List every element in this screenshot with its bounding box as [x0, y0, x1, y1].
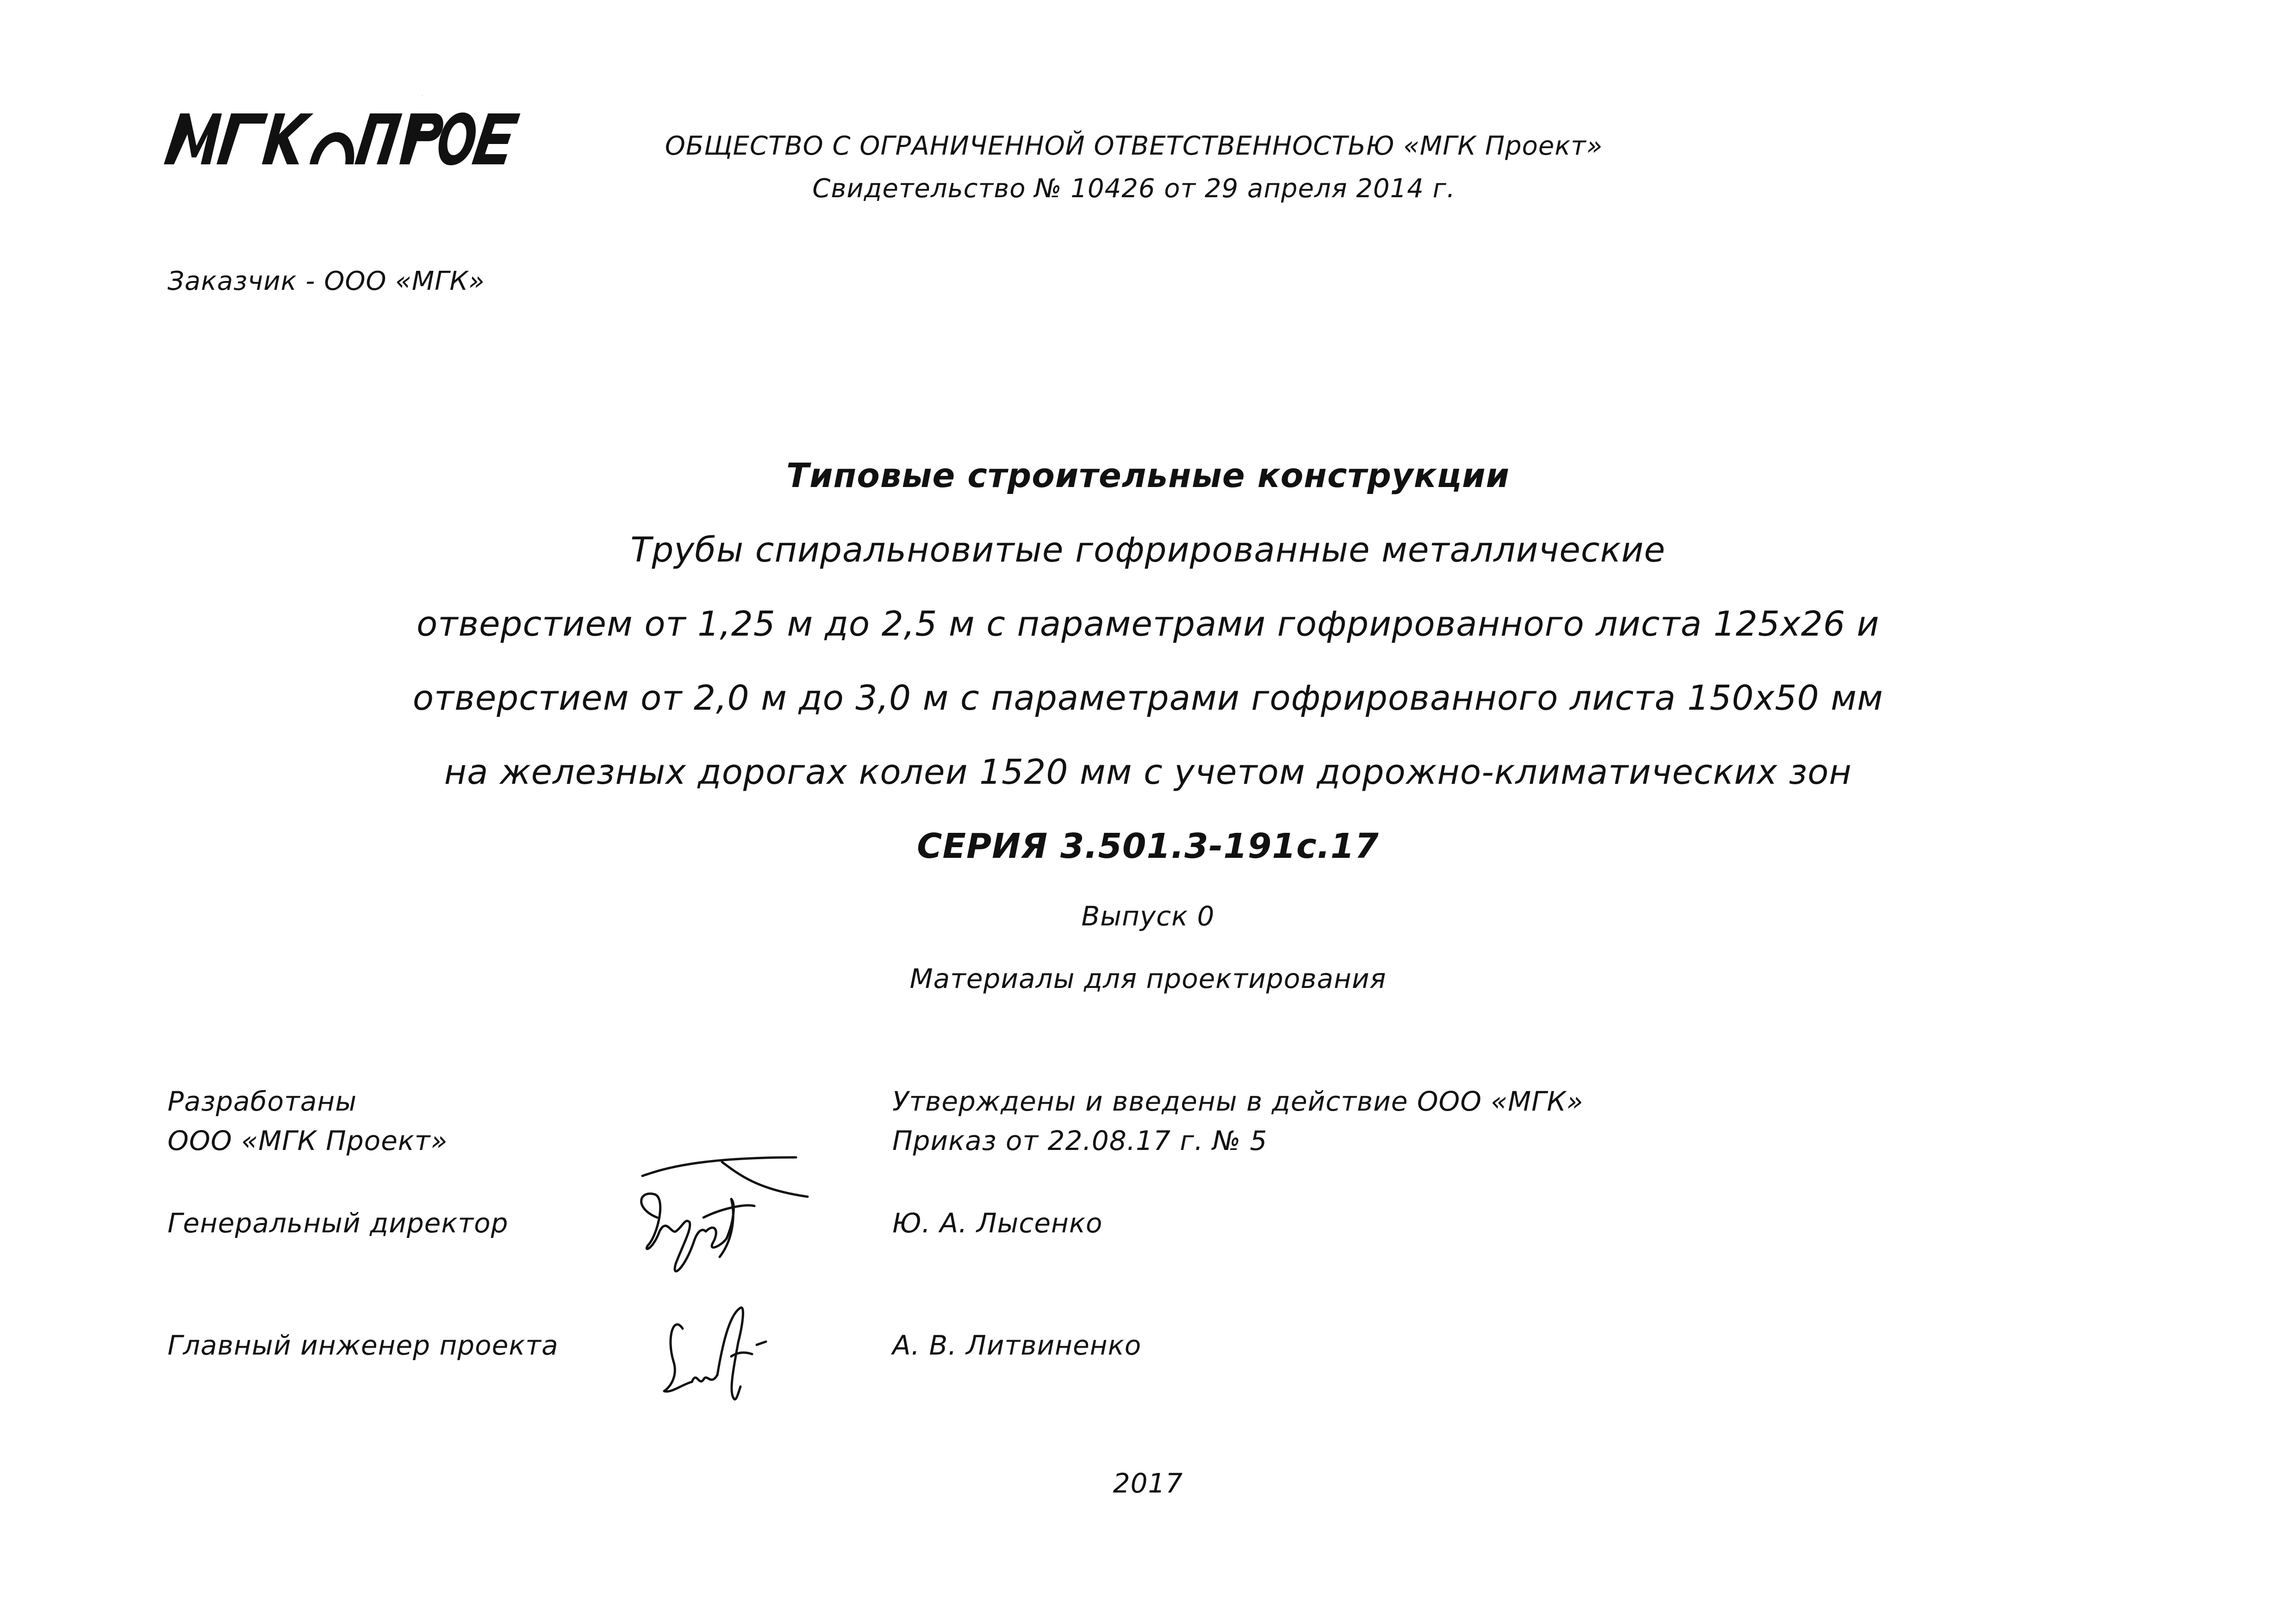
chief-engineer-title: Главный инженер проекта: [168, 1330, 559, 1361]
title-line-2: отверстием от 1,25 м до 2,5 м с параметрами гофрированного листа 125х26 и: [416, 604, 1880, 644]
document-title: Типовые строительные конструкции: [786, 456, 1510, 495]
title-line-4: на железных дорогах колеи 1520 мм с учетом дорожно-климатических зон: [444, 752, 1852, 792]
general-director-title: Генеральный директор: [168, 1207, 509, 1239]
approval-statement: Утверждены и введены в действие ООО «МГК»: [892, 1086, 1584, 1117]
customer-line: Заказчик - ООО «МГК»: [168, 266, 485, 296]
certificate-line: Свидетельство № 10426 от 29 апреля 2014 г.: [812, 174, 1456, 204]
organization-header: [625, 125, 1643, 210]
chief-engineer-name: А. В. Литвиненко: [892, 1330, 1142, 1361]
chief-engineer-signature: [648, 1287, 787, 1412]
developed-label: Разработаны: [168, 1086, 357, 1117]
issue-number: Выпуск 0: [1081, 900, 1215, 932]
document-year: 2017: [1113, 1468, 1183, 1499]
series-number: СЕРИЯ 3.501.3-191с.17: [917, 826, 1379, 866]
order-reference: Приказ от 22.08.17 г. № 5: [892, 1125, 1268, 1156]
materials-subtitle: Материалы для проектирования: [909, 963, 1387, 994]
general-director-signature: [602, 1153, 819, 1287]
general-director-name: Ю. А. Лысенко: [892, 1207, 1103, 1239]
company-logo: [160, 95, 539, 174]
developer-name: ООО «МГК Проект»: [168, 1125, 448, 1156]
title-line-1: Трубы спиральновитые гофрированные металлические: [630, 530, 1666, 570]
organization-name: ОБЩЕСТВО С ОГРАНИЧЕННОЙ ОТВЕТСТВЕННОСТЬЮ «МГК Проект»: [665, 131, 1603, 161]
title-line-3: отверстием от 2,0 м до 3,0 м с параметрами гофрированного листа 150х50 мм: [412, 678, 1884, 718]
